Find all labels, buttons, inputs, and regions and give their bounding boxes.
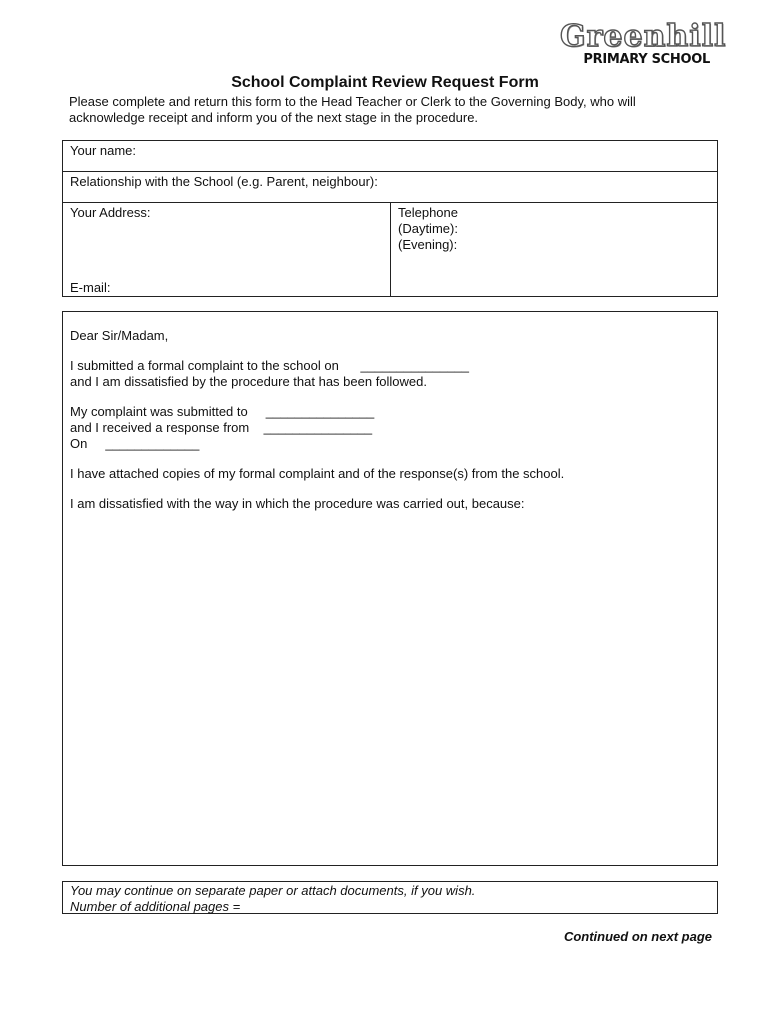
telephone-field[interactable]	[391, 203, 458, 296]
additional-pages-box[interactable]	[62, 881, 718, 914]
attachments-paragraph	[70, 466, 717, 482]
logo-subtitle: PRIMARY SCHOOL	[583, 52, 710, 67]
telephone-label: Telephone	[398, 205, 458, 220]
school-logo	[560, 19, 727, 67]
submitted-date-line: I submitted a formal complaint to the school on _______________	[70, 358, 469, 373]
relationship-label: Relationship with the School (e.g. Parent, neighbour):	[70, 174, 378, 189]
submission-paragraph	[70, 358, 717, 390]
form-instructions: Please complete and return this form to the Head Teacher or Clerk to the Governing Body, who will acknowledge receipt and inform you of the next stage in the procedure.	[69, 94, 636, 125]
additional-pages-label: Number of additional pages =	[70, 899, 241, 914]
continue-note: You may continue on separate paper or attach documents, if you wish.	[70, 883, 476, 898]
name-field[interactable]	[63, 141, 717, 172]
evening-label: (Evening):	[398, 237, 458, 252]
salutation	[70, 328, 717, 344]
complaint-letter-box[interactable]	[62, 311, 718, 866]
response-paragraph	[70, 404, 717, 452]
daytime-label: (Daytime):	[398, 221, 458, 236]
response-from-line: and I received a response from _______________	[70, 420, 373, 435]
logo-wordmark: Greenhill	[560, 19, 727, 54]
submitted-to-line: My complaint was submitted to _______________	[70, 404, 375, 419]
continued-note: Continued on next page	[563, 929, 712, 944]
address-field[interactable]	[63, 203, 391, 296]
procedure-line: and I am dissatisfied by the procedure that has been followed.	[70, 374, 427, 389]
attached-line: I have attached copies of my formal complaint and of the response(s) from the school.	[70, 466, 565, 481]
name-label: Your name:	[70, 143, 137, 158]
salutation-text: Dear Sir/Madam,	[70, 328, 169, 343]
response-date-line: On _____________	[70, 436, 200, 451]
reason-paragraph	[70, 496, 717, 512]
address-label: Your Address:	[70, 205, 151, 220]
relationship-field[interactable]	[63, 172, 717, 203]
reason-line: I am dissatisfied with the way in which the procedure was carried out, because:	[70, 496, 525, 511]
form-title: School Complaint Review Request Form	[231, 74, 539, 91]
email-label: E-mail:	[70, 280, 111, 295]
contact-row	[63, 203, 717, 296]
personal-details-box	[62, 140, 718, 297]
